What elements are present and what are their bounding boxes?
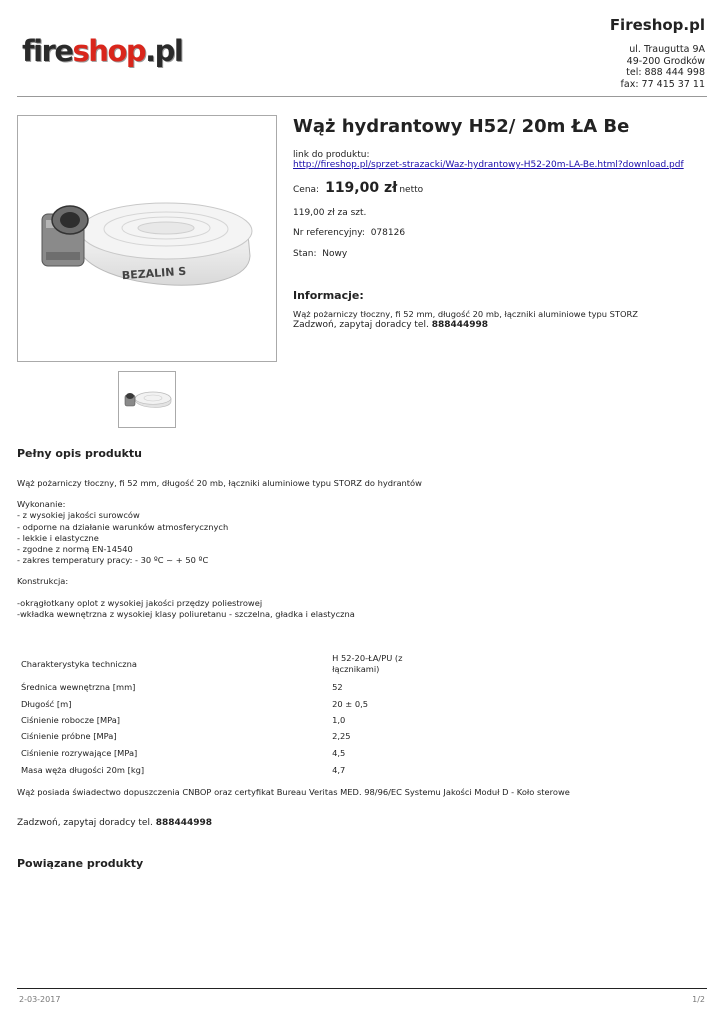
reference-number <box>293 228 405 238</box>
address-street: ul. Traugutta 9A <box>629 44 705 55</box>
fax-number: fax: 77 415 37 11 <box>620 78 705 90</box>
list-item: - z wysokiej jakości surowców <box>17 510 140 521</box>
footer-divider <box>17 988 707 989</box>
info-call-text: Zadzwoń, zapytaj doradcy tel. <box>293 320 429 330</box>
konstrukcja-block <box>17 598 355 621</box>
header-divider <box>17 96 707 97</box>
unit-price: 119,00 zł za szt. <box>293 208 367 218</box>
info-call <box>293 320 488 330</box>
description-call <box>17 818 212 828</box>
table-cell: Długość [m] <box>21 698 72 709</box>
table-cell: 4,7 <box>332 764 346 775</box>
price-label: Cena: <box>293 185 320 195</box>
list-item: - lekkie i elastyczne <box>17 532 99 543</box>
table-cell: Ciśnienie próbne [MPa] <box>21 731 117 741</box>
state-value: Nowy <box>322 249 348 259</box>
description-heading: Pełny opis produktu <box>17 447 142 460</box>
hose-brand-text: BEZALIN S <box>121 264 187 283</box>
wykonanie-block <box>17 499 228 567</box>
product-title: Wąż hydrantowy H52/ 20m ŁA Be <box>293 116 630 137</box>
spec-table <box>17 650 417 778</box>
table-row <box>17 678 417 695</box>
price-value: 119,00 zł <box>325 180 398 196</box>
konstrukcja-label: Konstrukcja: <box>17 576 69 586</box>
product-thumbnail[interactable] <box>118 371 176 428</box>
table-cell: Charakterystyka techniczna <box>21 659 137 669</box>
table-row <box>17 650 417 678</box>
info-heading: Informacje: <box>293 289 364 302</box>
table-cell: Masa węża długości 20m [kg] <box>21 764 145 775</box>
list-item: - zgodne z normą EN-14540 <box>17 544 133 555</box>
table-cell: Ciśnienie robocze [MPa] <box>21 715 121 725</box>
shop-name: Fireshop.pl <box>609 16 705 34</box>
list-item: -okrągłotkany oplot z wysokiej jakości przędzy poliestrowej <box>17 598 263 608</box>
fireshop-logo: fireshop.pl <box>22 34 183 68</box>
product-link[interactable]: http://fireshop.pl/sprzet-strazacki/Waz-hydrantowy-H52-20m-LA-Be.html?download.pdf <box>293 160 684 170</box>
info-call-phone: 888444998 <box>431 320 489 330</box>
table-row <box>17 728 417 744</box>
table-cell: 20 ± 0,5 <box>332 698 369 709</box>
table-row <box>17 744 417 761</box>
table-row <box>17 695 417 712</box>
product-state <box>293 249 347 259</box>
description-intro: Wąż pożarniczy tłoczny, fi 52 mm, długość 20 mb, łączniki aluminiowe typu STORZ do hydrantów <box>17 478 422 488</box>
address-city: 49-200 Grodków <box>626 55 705 67</box>
table-cell: H 52-20-ŁA/PU (z łącznikami) <box>332 653 403 674</box>
table-cell: Ciśnienie rozrywające [MPa] <box>21 747 138 758</box>
product-link-label: link do produktu: <box>293 150 370 160</box>
product-image[interactable] <box>17 115 277 362</box>
table-cell: 4,5 <box>332 747 346 758</box>
fire-hose-thumbnail-icon <box>119 372 175 427</box>
table-cell: 2,25 <box>332 731 351 741</box>
fire-hose-image <box>18 116 276 361</box>
state-label: Stan: <box>293 249 317 259</box>
related-heading: Powiązane produkty <box>17 857 144 870</box>
footer-date: 2-03-2017 <box>19 995 61 1004</box>
description-call-text: Zadzwoń, zapytaj doradcy tel. <box>17 818 153 828</box>
list-item: -wkładka wewnętrzna z wysokiej klasy poliuretanu - szczelna, gładka i elastyczna <box>17 609 355 620</box>
price-line <box>293 180 423 196</box>
reference-value: 078126 <box>370 228 406 238</box>
price-suffix: netto <box>399 185 424 195</box>
footer-page-number: 1/2 <box>692 995 705 1004</box>
wykonanie-label: Wykonanie: <box>17 499 66 509</box>
table-cell: Średnica wewnętrzna [mm] <box>21 681 136 692</box>
phone-number: tel: 888 444 998 <box>626 67 705 78</box>
info-text: Wąż pożarniczy tłoczny, fi 52 mm, długość 20 mb, łączniki aluminiowe typu STORZ <box>293 309 638 319</box>
table-cell: 1,0 <box>332 715 346 725</box>
description-call-phone: 888444998 <box>155 818 213 828</box>
table-cell: 52 <box>332 681 343 692</box>
list-item: - odporne na działanie warunków atmosferycznych <box>17 521 229 532</box>
certificate-text: Wąż posiada świadectwo dopuszczenia CNBOP oraz certyfikat Bureau Veritas MED. 98/96/EC Systemu Jakości Moduł D - Koło sterowe <box>17 787 570 797</box>
reference-label: Nr referencyjny: <box>293 228 365 238</box>
table-row <box>17 761 417 778</box>
shop-address <box>621 44 705 90</box>
table-row <box>17 712 417 728</box>
list-item: - zakres temperatury pracy: - 30 ºC ~ + 50 ºC <box>17 555 209 566</box>
